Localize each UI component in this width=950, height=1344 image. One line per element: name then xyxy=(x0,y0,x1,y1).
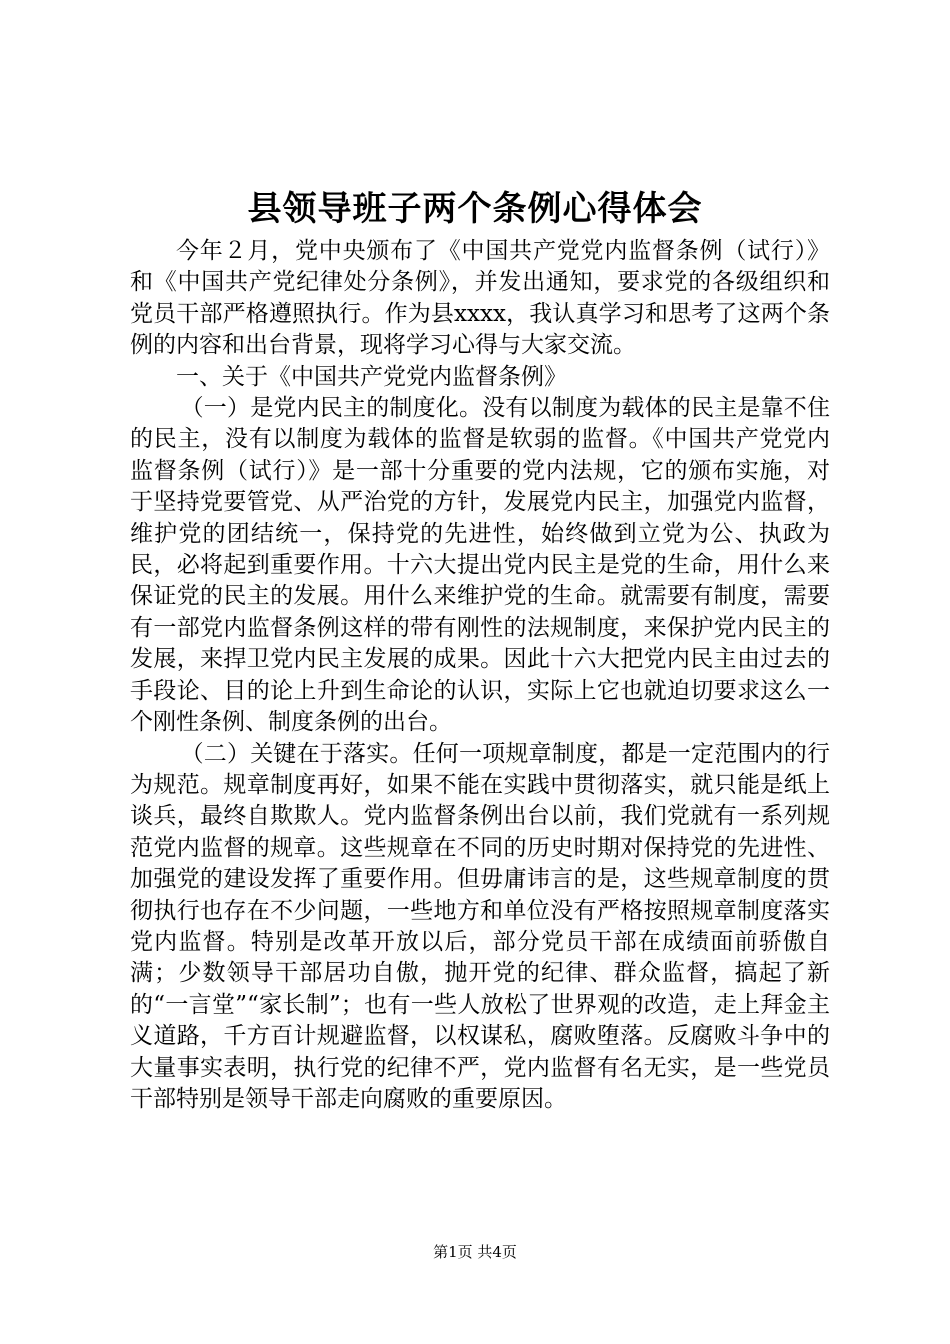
paragraph-subsection-2: （二）关键在于落实。任何一项规章制度，都是一定范围内的行为规范。规章制度再好，如果不能在实践中贯彻落实，就只能是纸上谈兵，最终自欺欺人。党内监督条例出台以前，我们党就有一系列规范党内监督的规章。这些规章在不同的历史时期对保持党的先进性、加强党的建设发挥了重要作用。但毋庸讳言的是，这些规章制度的贯彻执行也存在不少问题，一些地方和单位没有严格按照规章制度落实党内监督。特别是改革开放以后，部分党员干部在成绩面前骄傲自满；少数领导干部居功自傲，抛开党的纪律、群众监督，搞起了新的“一言堂”“家长制”；也有一些人放松了世界观的改造，走上拜金主义道路，千方百计规避监督，以权谋私，腐败堕落。反腐败斗争中的大量事实表明，执行党的纪律不严，党内监督有名无实，是一些党员干部特别是领导干部走向腐败的重要原因。 xyxy=(130,740,830,1112)
paragraph-intro: 今年２月，党中央颁布了《中国共产党党内监督条例（试行）》和《中国共产党纪律处分条例》，并发出通知，要求党的各级组织和党员干部严格遵照执行。作为县xxxx，我认真学习和思考了这两个条例的内容和出台背景，现将学习心得与大家交流。 xyxy=(130,238,830,359)
document-body xyxy=(130,236,830,1115)
page-number: 第1页 共4页 xyxy=(433,1243,517,1261)
document-title: 县领导班子两个条例心得体会 xyxy=(247,189,703,229)
paragraph-subsection-1: （一）是党内民主的制度化。没有以制度为载体的民主是靠不住的民主，没有以制度为载体的监督是软弱的监督。《中国共产党党内监督条例（试行）》是一部十分重要的党内法规，它的颁布实施，对于坚持党要管党、从严治党的方针，发展党内民主，加强党内监督，维护党的团结统一，保持党的先进性，始终做到立党为公、执政为民，必将起到重要作用。十六大提出党内民主是党的生命，用什么来保证党的民主的发展。用什么来维护党的生命。就需要有制度，需要有一部党内监督条例这样的带有刚性的法规制度，来保护党内民主的发展，来捍卫党内民主发展的成果。因此十六大把党内民主由过去的手段论、目的论上升到生命论的认识，实际上它也就迫切要求这么一个刚性条例、制度条例的出台。 xyxy=(130,395,830,736)
section-heading: 一、关于《中国共产党党内监督条例》 xyxy=(176,363,567,390)
